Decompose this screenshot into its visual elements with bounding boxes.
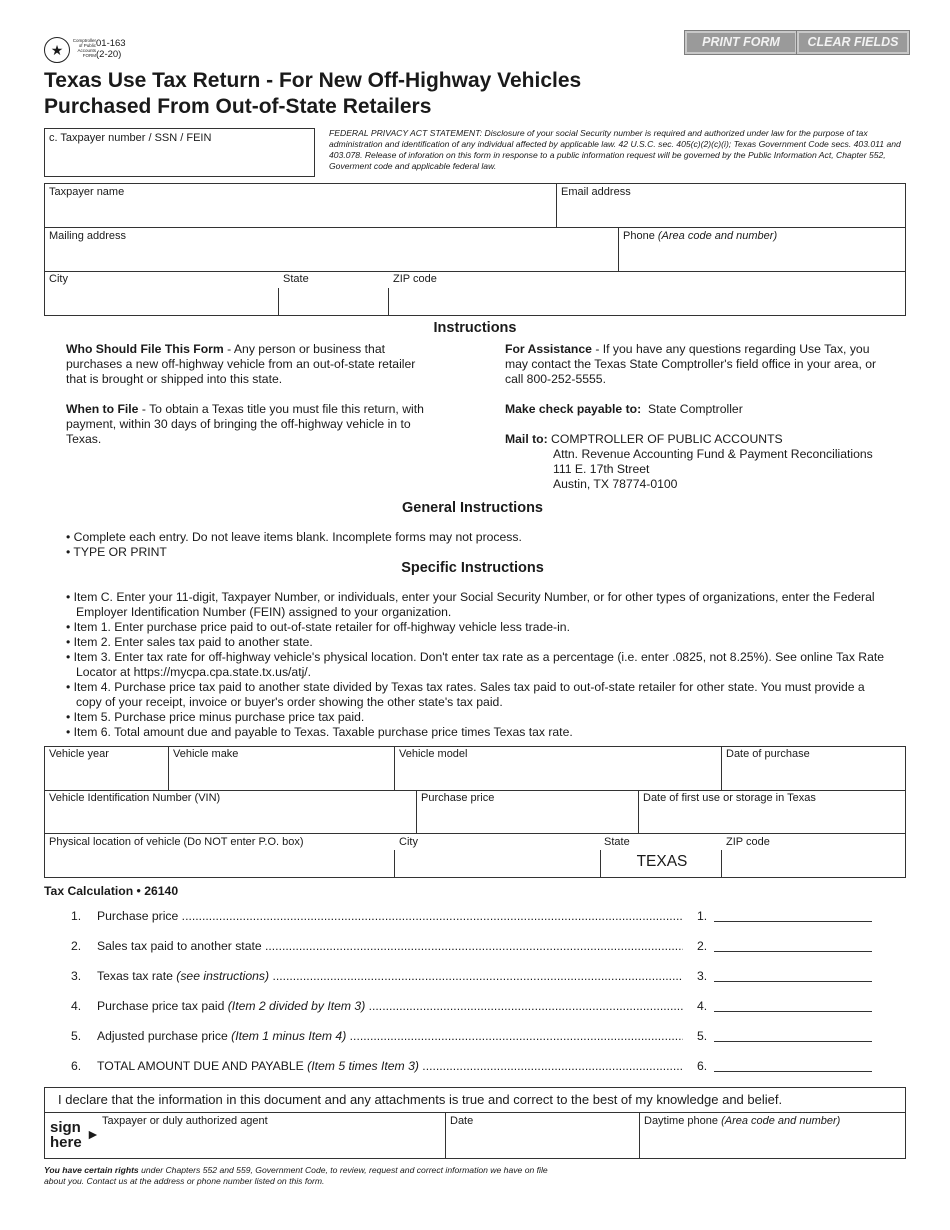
who-text: - Any person or business that purchases a new off-highway vehicle from an out-of-state retailer that is brought or shipped into this state. bbox=[66, 342, 416, 386]
calc-row-line-number: 5. bbox=[697, 1029, 708, 1043]
calc-row-4 bbox=[71, 999, 881, 1015]
calc-row-5 bbox=[71, 1029, 881, 1045]
calc-row-line-number: 2. bbox=[697, 939, 708, 953]
assist-title: For Assistance bbox=[505, 342, 592, 356]
who-title: Who Should File This Form bbox=[66, 342, 224, 356]
calc-row-number: 1. bbox=[71, 909, 82, 923]
calc-row-2 bbox=[71, 939, 881, 955]
divider bbox=[278, 288, 279, 316]
privacy-statement: FEDERAL PRIVACY ACT STATEMENT: Disclosure of your social Security number is required and authorized under law for the purpose of tax administration and identification of any individual affected by applicable law. 42 U.S.C. sec. 405(c)(2)(c)(i); Texas Government Code secs. 403.011 and 403.078. Release of inforation on this form in response to a public information request will be governed by the Public Information Act, Chapter 552, Goverment code and applicable federal law. bbox=[329, 128, 901, 171]
vehicle-state-value: TEXAS bbox=[636, 853, 688, 870]
check-payable bbox=[505, 402, 885, 417]
arrow-right-icon: ► bbox=[86, 1126, 100, 1142]
calc-row-line-number: 3. bbox=[697, 969, 708, 983]
calc-row-line-number: 1. bbox=[697, 909, 708, 923]
daytime-phone-field[interactable] bbox=[644, 1115, 901, 1155]
vehicle-model-field[interactable] bbox=[399, 748, 714, 786]
declaration-text: I declare that the information in this document and any attachments is true and correct to the best of my knowledge and belief. bbox=[58, 1092, 783, 1107]
rights-text: under Chapters 552 and 559, Government Code, to review, request and correct information we have on file about you. Contact us at the address or phone number listed on this form. bbox=[44, 1165, 548, 1186]
daytime-phone-hint: (Area code and number) bbox=[721, 1115, 841, 1127]
zip-field[interactable] bbox=[393, 273, 893, 313]
vehicle-state-label: State bbox=[604, 836, 630, 848]
divider bbox=[638, 790, 639, 833]
city-field[interactable] bbox=[49, 273, 274, 313]
calc-row-1 bbox=[71, 909, 881, 925]
calc-row-line-number: 4. bbox=[697, 999, 708, 1013]
divider bbox=[44, 271, 906, 272]
page-title bbox=[44, 68, 724, 120]
purchase-price-field[interactable] bbox=[421, 792, 631, 830]
sign-here-mark bbox=[50, 1120, 82, 1150]
calc-row-text: Purchase price tax paid bbox=[97, 999, 228, 1013]
rights-bold: You have certain rights bbox=[44, 1165, 139, 1175]
state-label: State bbox=[283, 273, 309, 285]
vehicle-year-field[interactable] bbox=[49, 748, 164, 786]
agent-signature-field[interactable] bbox=[102, 1115, 440, 1155]
list-item: • Item 5. Purchase price minus purchase price tax paid. bbox=[66, 710, 365, 724]
form-number-text: 01-163 bbox=[96, 38, 126, 49]
list-item: • TYPE OR PRINT bbox=[66, 545, 167, 559]
divider bbox=[44, 790, 906, 791]
divider bbox=[416, 790, 417, 833]
vin-field[interactable] bbox=[49, 792, 409, 830]
vehicle-zip-field[interactable] bbox=[726, 836, 901, 874]
divider bbox=[618, 227, 619, 271]
adjusted-purchase-price-input[interactable] bbox=[714, 1041, 872, 1042]
physical-location-label: Physical location of vehicle (Do NOT enter P.O. box) bbox=[49, 836, 304, 848]
title-line-1: Texas Use Tax Return - For New Off-Highway Vehicles bbox=[44, 69, 582, 92]
calc-row-hint: (Item 2 divided by Item 3) bbox=[227, 999, 366, 1013]
specific-instructions-heading: Specific Instructions bbox=[401, 560, 544, 576]
vehicle-make-field[interactable] bbox=[173, 748, 388, 786]
phone-label: Phone bbox=[623, 230, 655, 242]
here-word: here bbox=[50, 1134, 82, 1151]
calc-row-text: Adjusted purchase price bbox=[97, 1029, 232, 1043]
divider bbox=[600, 850, 601, 878]
divider bbox=[44, 833, 906, 834]
mail-line-1: COMPTROLLER OF PUBLIC ACCOUNTS bbox=[551, 432, 783, 446]
specific-instructions-list bbox=[66, 590, 886, 740]
physical-location-field[interactable] bbox=[49, 836, 389, 874]
calc-row-line-number: 6. bbox=[697, 1059, 708, 1073]
divider bbox=[44, 227, 906, 228]
calc-row-number: 3. bbox=[71, 969, 82, 983]
calc-row-number: 2. bbox=[71, 939, 82, 953]
city-label: City bbox=[49, 273, 68, 285]
state-field[interactable] bbox=[283, 273, 383, 313]
agent-label: Taxpayer or duly authorized agent bbox=[102, 1115, 268, 1127]
divider bbox=[388, 288, 389, 316]
calc-row-hint: (see instructions) bbox=[176, 969, 270, 983]
list-item: • Item 4. Purchase price tax paid to another state divided by Texas tax rates. Sales tax paid to out-of-state retailer for other state. You must provide a copy of your receipt, invoice or buyer's order showing the other state's tax paid. bbox=[66, 680, 865, 709]
calc-row-desc bbox=[97, 1059, 683, 1073]
general-instructions-heading: General Instructions bbox=[401, 500, 543, 516]
texas-star-seal-icon: ★ bbox=[44, 37, 70, 63]
vehicle-model-label: Vehicle model bbox=[399, 748, 468, 760]
vehicle-city-field[interactable] bbox=[399, 836, 594, 874]
when-text: - To obtain a Texas title you must file this return, with payment, within 30 days of bringing the off-highway vehicle in to Texas. bbox=[66, 402, 424, 446]
purchase-price-tax-paid-input[interactable] bbox=[714, 1011, 872, 1012]
vin-label: Vehicle Identification Number (VIN) bbox=[49, 792, 221, 804]
calc-row-number: 6. bbox=[71, 1059, 82, 1073]
vehicle-make-label: Vehicle make bbox=[173, 748, 239, 760]
title-line-2: Purchased From Out-of-State Retailers bbox=[44, 95, 432, 118]
calc-row-text: Texas tax rate bbox=[97, 969, 177, 983]
zip-label: ZIP code bbox=[393, 273, 437, 285]
vehicle-zip-label: ZIP code bbox=[726, 836, 770, 848]
mail-line-3: 111 E. 17th Street bbox=[553, 462, 650, 476]
list-item: • Complete each entry. Do not leave items blank. Incomplete forms may not process. bbox=[66, 530, 522, 544]
email-label: Email address bbox=[561, 186, 631, 198]
calc-row-text: TOTAL AMOUNT DUE AND PAYABLE bbox=[97, 1059, 308, 1073]
agency-name: Comptroller of Public Accounts FORM bbox=[72, 38, 96, 58]
divider bbox=[721, 746, 722, 790]
instructions-heading: Instructions bbox=[433, 320, 517, 336]
calc-row-desc bbox=[97, 969, 683, 983]
divider bbox=[44, 1112, 906, 1113]
mail-line-4: Austin, TX 78774-0100 bbox=[553, 477, 678, 491]
calc-row-3 bbox=[71, 969, 881, 985]
mailing-address-label: Mailing address bbox=[49, 230, 127, 242]
texas-tax-rate-input[interactable] bbox=[714, 981, 872, 982]
date-of-purchase-label: Date of purchase bbox=[726, 748, 810, 760]
list-item: • Item 2. Enter sales tax paid to another state. bbox=[66, 635, 313, 649]
purchase-price-input[interactable] bbox=[714, 921, 872, 922]
calc-row-hint: (Item 5 times Item 3) bbox=[307, 1059, 419, 1073]
list-item: • Item 6. Total amount due and payable to Texas. Taxable purchase price times Texas tax rate. bbox=[66, 725, 573, 739]
signature-date-label: Date bbox=[450, 1115, 474, 1127]
tax-calculation-heading: Tax Calculation • 26140 bbox=[44, 884, 179, 898]
vehicle-year-label: Vehicle year bbox=[49, 748, 109, 760]
form-revision: (2-20) bbox=[96, 49, 122, 60]
list-item: • Item 3. Enter tax rate for off-highway vehicle's physical location. Don't enter tax rate as a percentage (i.e. enter .0825, not 8.25%). See online Tax Rate Locator at https://mycpa.cpa.state.tx.us/atj/. bbox=[66, 650, 885, 679]
for-assistance bbox=[505, 342, 885, 387]
divider bbox=[394, 746, 395, 790]
taxpayer-number-field[interactable] bbox=[44, 128, 315, 177]
calc-row-desc bbox=[97, 1029, 683, 1043]
list-item: • Item C. Enter your 11-digit, Taxpayer Number, or individuals, enter your Social Security Number, or for other types of organizations, enter the Federal Employer Identification Number (FEIN) assigned to your organization. bbox=[66, 590, 875, 619]
vehicle-city-label: City bbox=[399, 836, 418, 848]
email-field[interactable] bbox=[561, 186, 901, 224]
calc-row-number: 4. bbox=[71, 999, 82, 1013]
divider bbox=[445, 1112, 446, 1159]
signature-date-field[interactable] bbox=[450, 1115, 634, 1155]
taxpayer-name-label: Taxpayer name bbox=[49, 186, 125, 198]
divider bbox=[168, 746, 169, 790]
calc-row-text: Purchase price bbox=[97, 909, 179, 923]
sales-tax-paid-input[interactable] bbox=[714, 951, 872, 952]
when-to-file bbox=[66, 402, 438, 447]
calc-row-text: Sales tax paid to another state bbox=[97, 939, 262, 953]
first-use-date-field[interactable] bbox=[643, 792, 901, 830]
phone-field[interactable] bbox=[623, 230, 901, 268]
calc-row-number: 5. bbox=[71, 1029, 82, 1043]
first-use-date-label: Date of first use or storage in Texas bbox=[643, 792, 816, 804]
purchase-price-label: Purchase price bbox=[421, 792, 495, 804]
daytime-phone-label: Daytime phone bbox=[644, 1115, 718, 1127]
calc-row-desc bbox=[97, 909, 683, 923]
date-of-purchase-field[interactable] bbox=[726, 748, 901, 786]
divider bbox=[556, 183, 557, 227]
assist-text: - If you have any questions regarding Use Tax, you may contact the Texas State Comptroller's field office in your area, or call 800-252-5555. bbox=[505, 342, 877, 386]
check-value: State Comptroller bbox=[647, 402, 743, 416]
check-title: Make check payable to: bbox=[505, 402, 642, 416]
rights-notice bbox=[44, 1165, 564, 1187]
who-should-file bbox=[66, 342, 438, 387]
phone-hint: (Area code and number) bbox=[657, 230, 778, 242]
mail-title: Mail to: bbox=[505, 432, 548, 446]
clear-fields-button[interactable]: CLEAR FIELDS bbox=[797, 31, 909, 54]
print-form-button[interactable]: PRINT FORM bbox=[685, 31, 797, 54]
mailing-address-field[interactable] bbox=[49, 230, 609, 268]
mail-to bbox=[505, 432, 905, 447]
form-number bbox=[96, 38, 126, 60]
divider bbox=[721, 850, 722, 878]
taxpayer-name-field[interactable] bbox=[49, 186, 549, 224]
divider bbox=[639, 1112, 640, 1159]
calc-row-desc bbox=[97, 999, 683, 1013]
sign-word: sign bbox=[50, 1119, 81, 1136]
list-item: • Item 1. Enter purchase price paid to out-of-state retailer for off-highway vehicle less trade-in. bbox=[66, 620, 570, 634]
calc-row-hint: (Item 1 minus Item 4) bbox=[231, 1029, 347, 1043]
mail-line-2: Attn. Revenue Accounting Fund & Payment Reconciliations bbox=[553, 447, 873, 461]
total-amount-due-input[interactable] bbox=[714, 1071, 872, 1072]
calc-row-desc bbox=[97, 939, 683, 953]
general-instructions-list bbox=[66, 530, 886, 560]
taxpayer-number-label: c. Taxpayer number / SSN / FEIN bbox=[49, 132, 212, 144]
when-title: When to File bbox=[66, 402, 139, 416]
calc-row-6 bbox=[71, 1059, 881, 1075]
divider bbox=[394, 850, 395, 878]
